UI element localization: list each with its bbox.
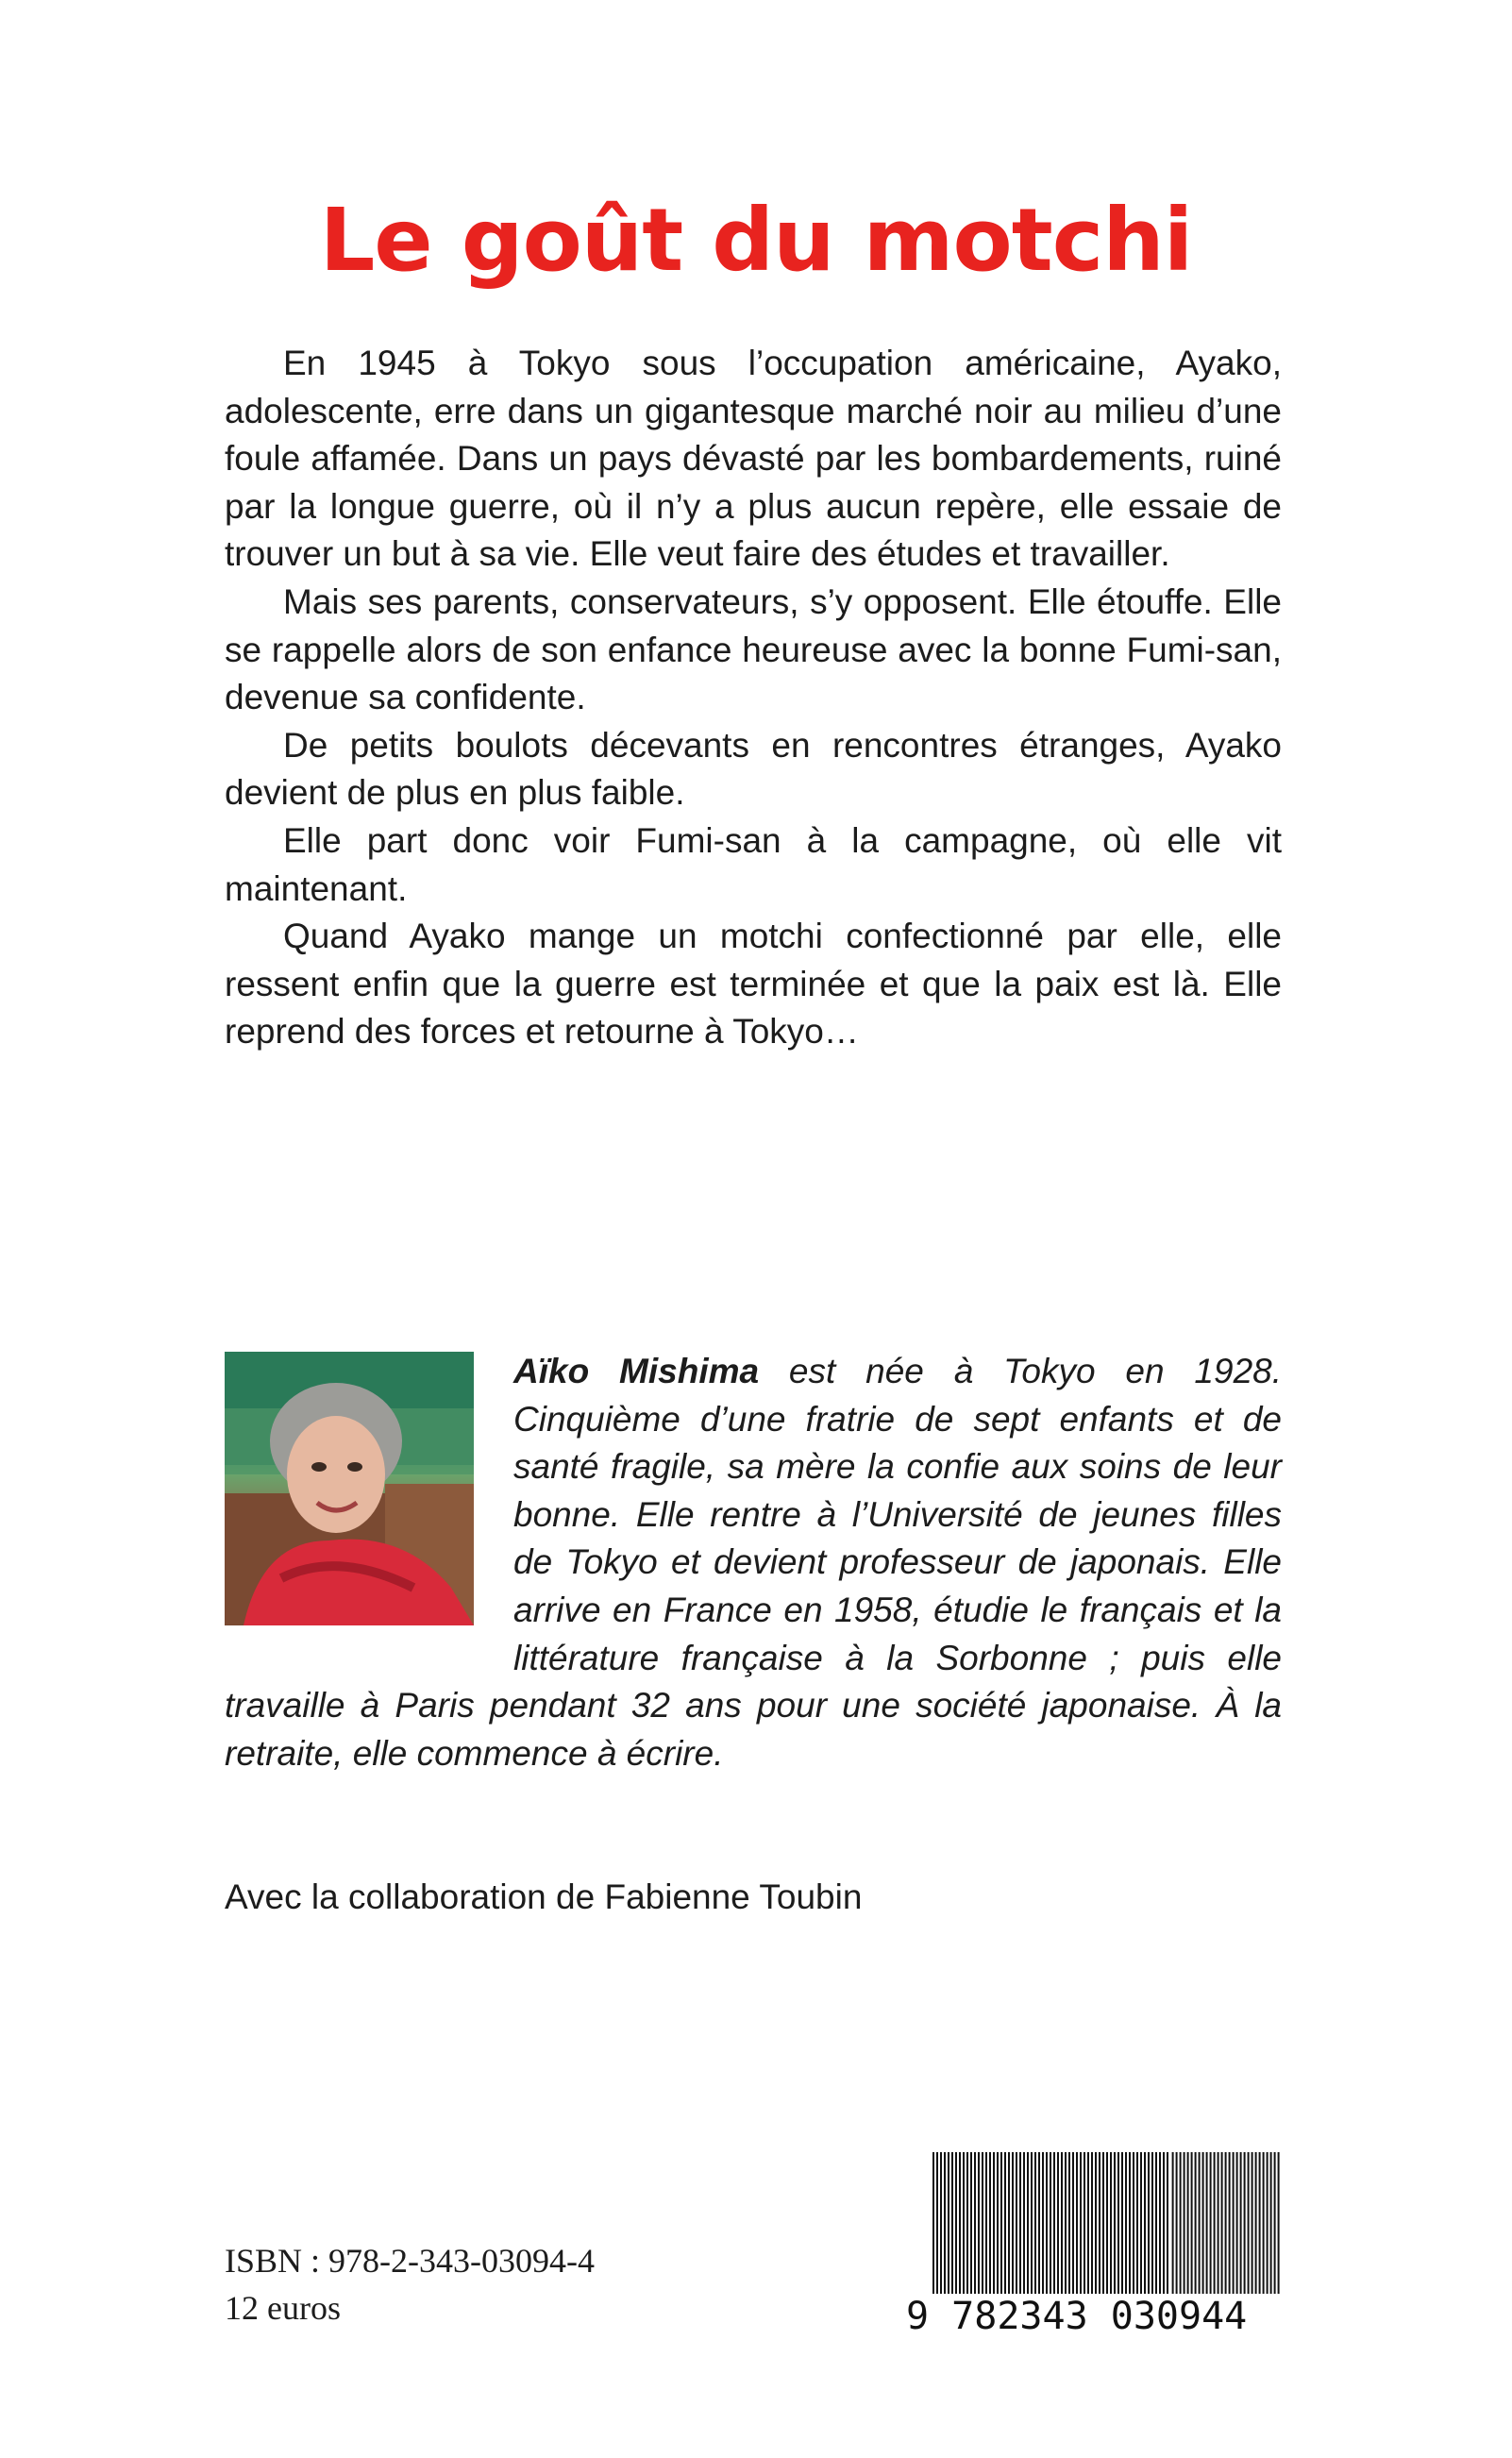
barcode-bar	[1233, 2152, 1235, 2294]
barcode-bar	[951, 2152, 953, 2294]
barcode-bar	[1110, 2152, 1112, 2294]
barcode-bar	[974, 2152, 976, 2294]
barcode-bar	[993, 2152, 995, 2294]
barcode-bar	[1210, 2152, 1212, 2294]
barcode-bar	[1129, 2152, 1131, 2294]
barcode-bar	[1000, 2152, 1002, 2294]
barcode-bar	[1151, 2152, 1153, 2294]
barcode-bar	[1187, 2152, 1189, 2294]
barcode-bar	[1117, 2152, 1119, 2294]
isbn: ISBN : 978-2-343-03094-4	[225, 2242, 595, 2280]
author-photo	[225, 1352, 474, 1625]
barcode-bar	[1176, 2152, 1178, 2294]
synopsis	[225, 340, 1282, 1056]
barcode-bar	[1167, 2152, 1168, 2294]
barcode-bar	[1114, 2152, 1116, 2294]
barcode-bar	[1148, 2152, 1150, 2294]
barcode-bar	[940, 2152, 942, 2294]
barcode-bar	[1221, 2152, 1223, 2294]
barcode-bar	[1061, 2152, 1063, 2294]
barcode-bar	[1155, 2152, 1157, 2294]
barcode-bar	[989, 2152, 991, 2294]
barcode-bar	[1255, 2152, 1257, 2294]
barcode-bar	[963, 2152, 965, 2294]
barcode-bar	[1072, 2152, 1074, 2294]
barcode-bar	[1140, 2152, 1142, 2294]
barcode-bar	[1136, 2152, 1138, 2294]
barcode-bar	[944, 2152, 946, 2294]
barcode-bar	[1159, 2152, 1161, 2294]
barcode-bar	[1270, 2152, 1272, 2294]
barcode-bar	[1191, 2152, 1193, 2294]
synopsis-paragraph: Quand Ayako mange un motchi confectionné par elle, elle ressent enfin que la guerre est terminée et que la paix est là. Elle reprend des forces et retourne à Tokyo…	[225, 917, 1282, 1052]
barcode-bar	[1180, 2152, 1182, 2294]
barcode-bar	[1031, 2152, 1033, 2294]
barcode-bar	[985, 2152, 987, 2294]
author-name: Aïko Mishima	[513, 1352, 760, 1390]
barcode-bar	[1091, 2152, 1093, 2294]
barcode-bar	[1121, 2152, 1123, 2294]
barcode-bar	[997, 2152, 999, 2294]
barcode-bar	[1023, 2152, 1025, 2294]
barcode-bar	[1027, 2152, 1029, 2294]
collaboration-credit: Avec la collaboration de Fabienne Toubin	[225, 1877, 863, 1916]
barcode-bar	[1038, 2152, 1040, 2294]
author-bio	[225, 1348, 1282, 1777]
barcode-bar	[1225, 2152, 1227, 2294]
barcode-bar	[1267, 2152, 1268, 2294]
barcode-bar	[1065, 2152, 1067, 2294]
barcode-bar	[1278, 2152, 1280, 2294]
barcode-bar	[1106, 2152, 1108, 2294]
barcode-bar	[932, 2152, 934, 2294]
barcode-bar	[1095, 2152, 1097, 2294]
barcode-bar	[1133, 2152, 1134, 2294]
barcode-bar	[1012, 2152, 1014, 2294]
barcode-bar	[1252, 2152, 1253, 2294]
barcode-bar	[970, 2152, 972, 2294]
barcode-bar	[1218, 2152, 1219, 2294]
barcode-bar	[1087, 2152, 1089, 2294]
barcode-bar	[1259, 2152, 1261, 2294]
barcode-bar	[1274, 2152, 1276, 2294]
barcode-bar	[1240, 2152, 1242, 2294]
barcode-bar	[948, 2152, 949, 2294]
barcode-bar	[1076, 2152, 1078, 2294]
book-title: Le goût du motchi	[319, 189, 1193, 291]
barcode-bar	[1008, 2152, 1010, 2294]
barcode-bar	[1236, 2152, 1238, 2294]
barcode-bar	[1016, 2152, 1017, 2294]
barcode-bar	[1163, 2152, 1165, 2294]
barcode-bar	[1084, 2152, 1085, 2294]
barcode-bar	[1244, 2152, 1246, 2294]
barcode-bar	[1050, 2152, 1051, 2294]
barcode-bar	[978, 2152, 980, 2294]
barcode-bar	[1125, 2152, 1127, 2294]
author-portrait-icon	[225, 1352, 474, 1625]
price: 12 euros	[225, 2289, 341, 2327]
barcode-bar	[955, 2152, 957, 2294]
barcode-bar	[1184, 2152, 1185, 2294]
barcode-bar	[1046, 2152, 1048, 2294]
barcode-bar	[1053, 2152, 1055, 2294]
synopsis-paragraph: En 1945 à Tokyo sous l’occupation américaine, Ayako, adolescente, erre dans un gigantesque marché noir au milieu d’une foule affamée. Dans un pays dévasté par les bombardements, ruiné par la longue guerre, où il n’y a plus aucun repère, elle essaie de trouver un but à sa vie. Elle veut faire des études et travailler.	[225, 344, 1282, 574]
barcode-bar	[1248, 2152, 1250, 2294]
barcode-bar	[1229, 2152, 1231, 2294]
barcode-bar	[1144, 2152, 1146, 2294]
barcode-bar	[1263, 2152, 1265, 2294]
barcode-bar	[1195, 2152, 1197, 2294]
barcode	[906, 2152, 1284, 2341]
barcode-digits: 9 782343 030944	[906, 2295, 1248, 2338]
author-bio-text: est née à Tokyo en 1928. Cinquième d’une fratrie de sept enfants et de santé fragile, sa mère la confie aux soins de leur bonne. Elle rentre à l’Université de jeunes filles de Tokyo et devient professeur de japonais. Elle arrive en France en 1958, étudie le français et la littérature française à la Sorbonne ; puis elle travaille à Paris pendant 32 ans pour une société japonaise. À la retraite, elle commence à écrire.	[225, 1352, 1282, 1773]
barcode-bar	[1206, 2152, 1208, 2294]
barcode-bar	[982, 2152, 983, 2294]
barcode-bar	[1099, 2152, 1100, 2294]
barcode-bar	[1199, 2152, 1201, 2294]
barcode-bar	[1057, 2152, 1059, 2294]
barcode-bar	[1214, 2152, 1216, 2294]
synopsis-paragraph: De petits boulots décevants en rencontres étranges, Ayako devient de plus en plus faible.	[225, 725, 1282, 813]
barcode-bar	[1042, 2152, 1044, 2294]
barcode-bar	[936, 2152, 938, 2294]
barcode-bar	[1202, 2152, 1204, 2294]
barcode-bars	[932, 2152, 1280, 2294]
barcode-bar	[1068, 2152, 1070, 2294]
barcode-bar	[1004, 2152, 1006, 2294]
barcode-bar	[1102, 2152, 1104, 2294]
barcode-bar	[1034, 2152, 1036, 2294]
barcode-bar	[1080, 2152, 1082, 2294]
synopsis-paragraph: Elle part donc voir Fumi-san à la campagne, où elle vit maintenant.	[225, 820, 1282, 908]
barcode-bar	[959, 2152, 961, 2294]
barcode-bar	[1019, 2152, 1021, 2294]
synopsis-paragraph: Mais ses parents, conservateurs, s’y opposent. Elle étouffe. Elle se rappelle alors de son enfance heureuse avec la bonne Fumi-san, devenue sa confidente.	[225, 581, 1282, 717]
barcode-bar	[1172, 2152, 1174, 2294]
barcode-bar	[966, 2152, 968, 2294]
